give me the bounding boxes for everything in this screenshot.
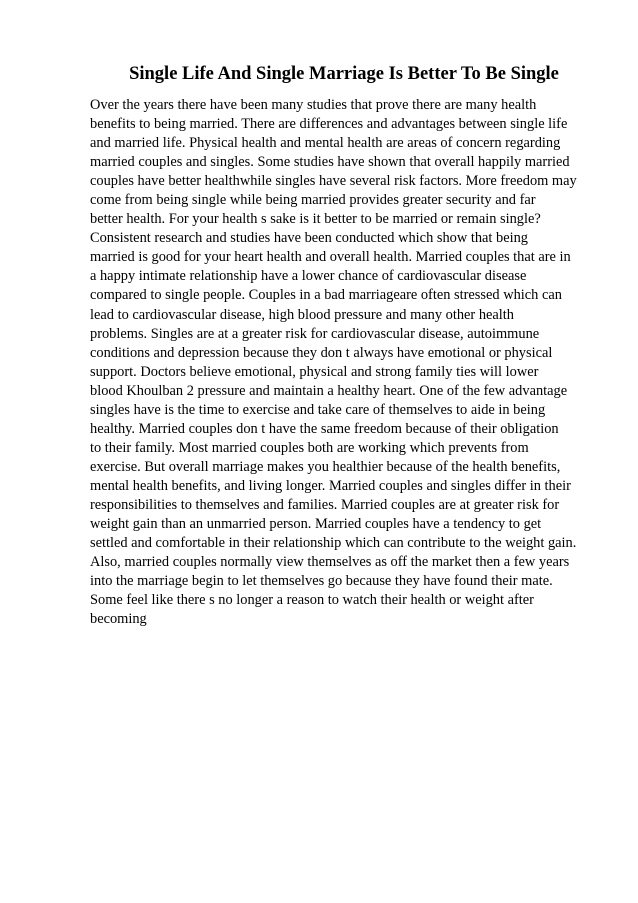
body-line: benefits to being married. There are differences and advantages between single life (90, 116, 568, 133)
body-line: come from being single while being married provides greater security and far (90, 192, 536, 209)
body-line: Also, married couples normally view themselves as off the market then a few years (90, 554, 570, 571)
body-line: healthy. Married couples don t have the same freedom because of their obligation (90, 420, 559, 437)
document-title: Single Life And Single Marriage Is Better To Be Single (129, 64, 559, 84)
body-line: Over the years there have been many studies that prove there are many health (90, 97, 537, 113)
body-line: conditions and depression because they don t always have emotional or physical (90, 344, 553, 361)
body-line: settled and comfortable in their relationship which can contribute to the weight gain. (90, 535, 577, 552)
body-line: Some feel like there s no longer a reason to watch their health or weight after (90, 592, 534, 609)
body-line: into the marriage begin to let themselves go because they have found their mate. (90, 573, 553, 590)
body-line: blood Khoulban 2 pressure and maintain a healthy heart. One of the few advantage (90, 382, 568, 399)
body-line: exercise. But overall marriage makes you healthier because of the health benefits, (90, 458, 561, 475)
body-line: married couples and singles. Some studies have shown that overall happily married (90, 154, 570, 171)
body-line: to their family. Most married couples both are working which prevents from (90, 439, 529, 456)
body-line: support. Doctors believe emotional, physical and strong family ties will lower (90, 363, 539, 380)
body-line: compared to single people. Couples in a bad marriageare often stressed which can (90, 287, 562, 304)
body-line: singles have is the time to exercise and take care of themselves to aide in being (90, 401, 546, 418)
body-line: problems. Singles are at a greater risk for cardiovascular disease, autoimmune (90, 325, 540, 342)
body-line: lead to cardiovascular disease, high blood pressure and many other health (90, 306, 514, 323)
body-line: Consistent research and studies have been conducted which show that being (90, 230, 528, 247)
body-line: responsibilities to themselves and families. Married couples are at greater risk for (90, 496, 560, 513)
body-line: becoming (90, 611, 147, 628)
body-line: married is good for your heart health and overall health. Married couples that are in (90, 249, 571, 266)
body-line: and married life. Physical health and mental health are areas of concern regarding (90, 135, 561, 152)
body-line: a happy intimate relationship have a lower chance of cardiovascular disease (90, 268, 527, 285)
body-line: weight gain than an unmarried person. Married couples have a tendency to get (90, 516, 542, 533)
document-body (90, 96, 590, 629)
body-line: couples have better healthwhile singles have several risk factors. More freedom may (90, 173, 577, 190)
body-line: better health. For your health s sake is it better to be married or remain single? (90, 211, 541, 228)
body-line: mental health benefits, and living longer. Married couples and singles differ in their (90, 477, 571, 494)
